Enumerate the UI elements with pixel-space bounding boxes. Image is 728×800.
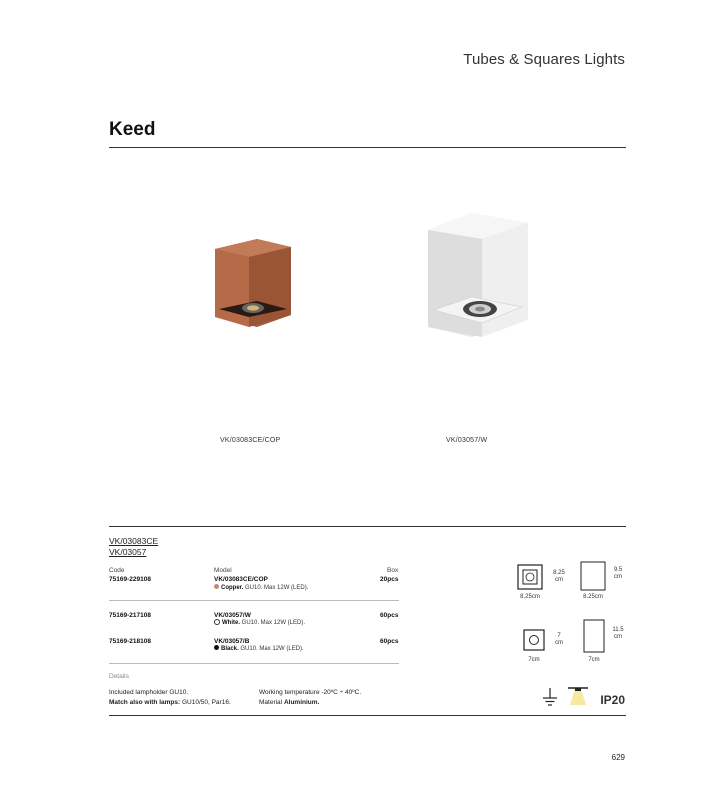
row-divider: [109, 600, 399, 601]
page-number: 629: [611, 753, 625, 762]
table-row-1-description: Copper. GU10. Max 12W (LED).: [214, 585, 308, 591]
side-view-box-icon: [580, 561, 606, 591]
white-luminaire-image: [420, 205, 530, 345]
section-title: Tubes & Squares Lights: [463, 51, 625, 68]
product-name: Keed: [109, 119, 156, 140]
dim-side-height-top: 9.5 cm: [613, 567, 623, 580]
product-code-1: VK/03083CE: [109, 536, 159, 546]
table-row-2-code: 75169-217108: [109, 612, 151, 619]
product-codes: [109, 536, 158, 558]
details-left: [109, 688, 231, 708]
side-view-box-icon: [583, 619, 605, 653]
column-header-box: Box: [387, 567, 399, 574]
dim-front-side-bottom: 7 cm: [555, 633, 563, 646]
table-row-1-box: 20pcs: [380, 576, 399, 583]
table-row-2-description: White. GU10. Max 12W (LED).: [214, 620, 305, 626]
product-code-2: VK/03057: [109, 547, 147, 557]
dim-front-width-top: 8.25cm: [520, 594, 540, 600]
table-row-3-description: Black. GU10. Max 12W (LED).: [214, 646, 304, 652]
white-swatch-icon: [214, 619, 220, 625]
black-swatch-icon: [214, 645, 219, 650]
footer-divider: [109, 715, 626, 716]
details-lamps: Match also with lamps: GU10/50, Par16.: [109, 699, 231, 706]
details-material: Material Aluminium.: [259, 699, 320, 706]
table-row-1-code: 75169-229108: [109, 576, 151, 583]
copper-swatch-icon: [214, 584, 219, 589]
dim-front-side-top: 8.25 cm: [553, 570, 565, 583]
column-header-code: Code: [109, 567, 125, 574]
details-label: Details: [109, 673, 129, 680]
row-divider: [109, 663, 399, 664]
dim-side-width-bottom: 7cm: [588, 657, 600, 663]
front-view-square-icon: [517, 564, 543, 590]
dim-side-height-bottom: 11.5 cm: [612, 627, 624, 640]
image-caption-white: VK/03057/W: [446, 437, 488, 444]
dim-front-width-bottom: 7cm: [528, 657, 540, 663]
ip-rating: IP20: [600, 693, 625, 707]
details-temperature: Working temperature -20ºC ÷ 40ºC.: [259, 689, 362, 696]
table-row-3-model: VK/03057/B: [214, 638, 250, 645]
header-divider: [109, 147, 626, 148]
details-lampholder: Included lampholder GU10.: [109, 689, 189, 696]
table-row-3-box: 60pcs: [380, 638, 399, 645]
table-row-3-code: 75169-218108: [109, 638, 151, 645]
table-row-2-model: VK/03057/W: [214, 612, 251, 619]
table-top-divider: [109, 526, 626, 527]
front-view-square-icon: [523, 629, 545, 651]
table-row-2-box: 60pcs: [380, 612, 399, 619]
table-row-1-model: VK/03083CE/COP: [214, 576, 268, 583]
light-beam-icon: [567, 686, 589, 706]
copper-luminaire-image: [205, 237, 295, 337]
earth-ground-icon: [541, 687, 559, 707]
image-caption-copper: VK/03083CE/COP: [220, 437, 281, 444]
dim-side-width-top: 8.25cm: [583, 594, 603, 600]
column-header-model: Model: [214, 567, 232, 574]
details-right: [259, 688, 361, 708]
